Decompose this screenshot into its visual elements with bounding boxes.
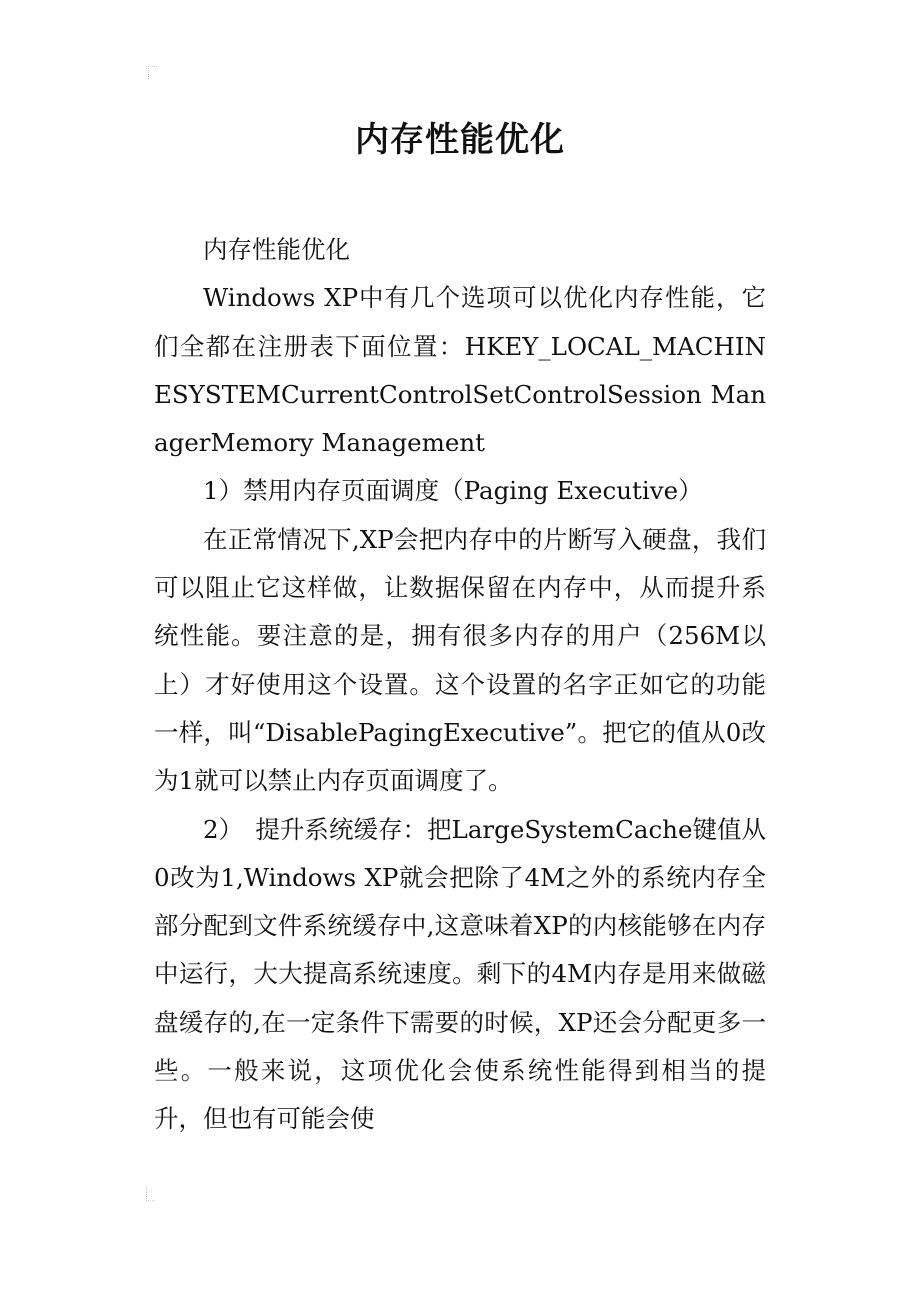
paragraph-system-cache: 2） 提升系统缓存：把LargeSystemCache键值从0改为1,Windows XP就会把除了4M之外的系统内存全部分配到文件系统缓存中,这意味着XP的内核能够在内存中运行，大大提高系统速度。剩下的4M内存是用来做磁盘缓存的,在一定条件下需要的时候，XP还会分配更多一些。一般来说，这项优化会使系统性能得到相当的提升，但也有可能会使	[154, 814, 766, 1134]
page-corner-mark-bottom	[146, 1188, 155, 1201]
paragraph-heading: 内存性能优化	[203, 235, 350, 264]
section-heading-paging-executive: 1）禁用内存页面调度（Paging Executive）	[203, 476, 703, 506]
paragraph-registry-location: Windows XP中有几个选项可以优化内存性能，它们全都在注册表下面位置：HKEY_LOCAL_MACHINESYSTEMCurrentControlSetControlSession ManagerMemory Management	[154, 283, 766, 458]
document-title: 内存性能优化	[355, 120, 565, 160]
document-body	[154, 226, 766, 1144]
page-corner-mark-top	[148, 66, 157, 79]
paragraph-paging-executive: 在正常情况下,XP会把内存中的片断写入硬盘，我们可以阻止它这样做，让数据保留在内存中，从而提升系统性能。要注意的是，拥有很多内存的用户（256M以上）才好使用这个设置。这个设置的名字正如它的功能一样，叫“DisablePagingExecutive”。把它的值从0改为1就可以禁止内存页面调度了。	[154, 524, 766, 796]
